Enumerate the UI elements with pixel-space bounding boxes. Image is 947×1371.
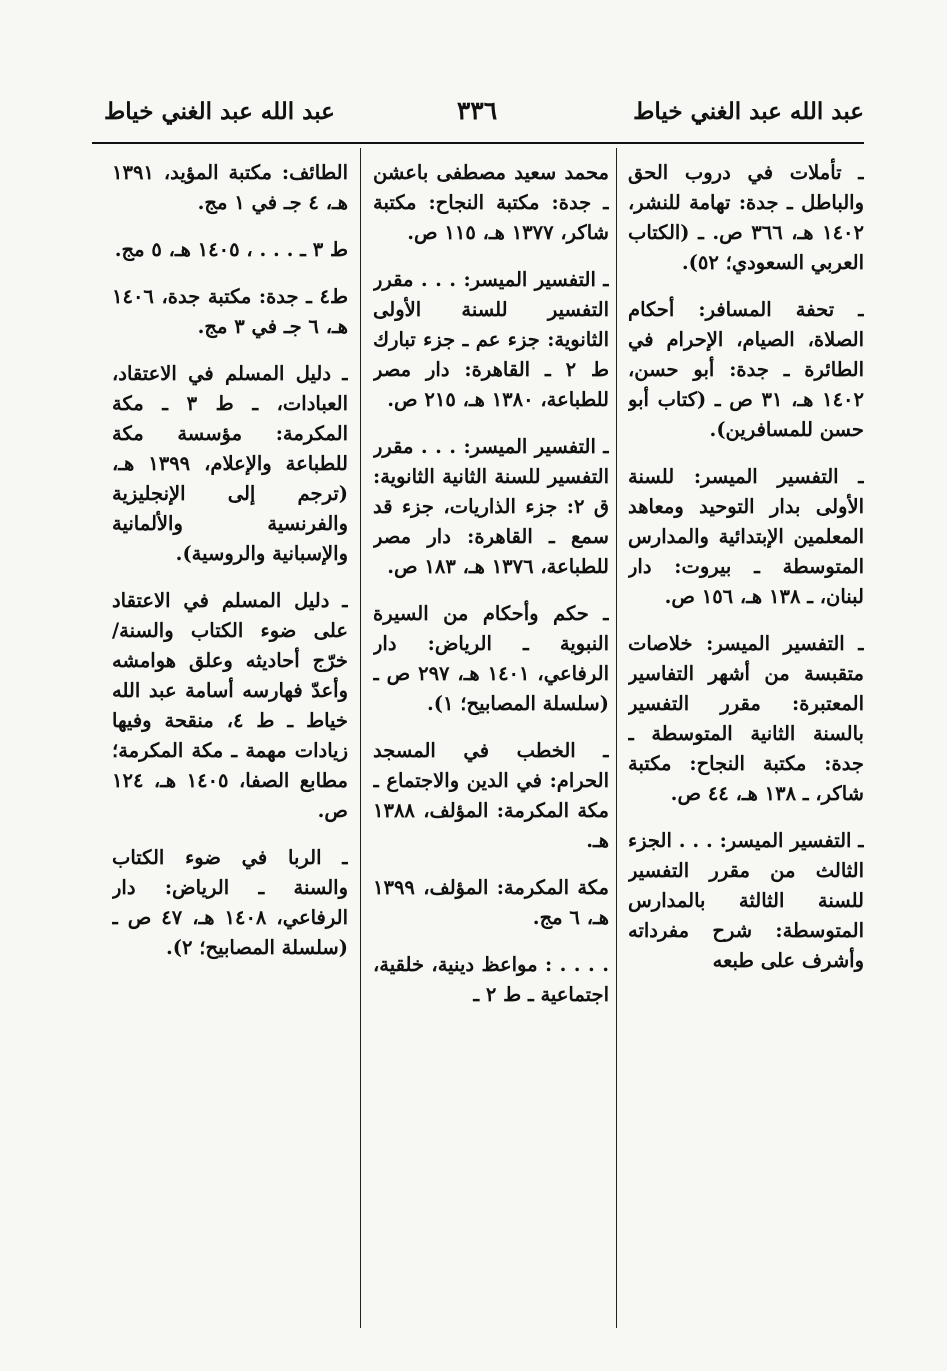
column-divider — [360, 148, 361, 1328]
bibliography-entry: ط ٣ ـ . . . ، ١٤٠٥ هـ، ٥ مج. — [114, 238, 348, 261]
bibliography-entry: ط٤ ـ جدة: مكتبة جدة، ١٤٠٦ هـ، ٦ جـ في ٣ مج. — [112, 285, 348, 338]
bibliography-entry: ـ التفسير الميسر: . . . الجزء الثالث من مقرر التفسير للسنة الثالثة بالمدارس المتوسطة: شرح مفرداته وأشرف على طبعه — [628, 829, 864, 972]
running-head-author-left: عبد الله عبد الغني خياط — [104, 98, 335, 125]
bibliography-entry: ـ دليل المسلم في الاعتقاد على ضوء الكتاب والسنة/ خرّج أحاديثه وعلق هوامشه وأعدّ فهارسه أسامة عبد الله خياط ـ ط ٤، منقحة وفيها زيادات مهمة ـ مكة المكرمة؛ مطابع الصفا، ١٤٠٥ هـ، ١٢٤ ص. — [112, 589, 348, 822]
running-head — [90, 92, 864, 132]
bibliography-entry: ـ الخطب في المسجد الحرام: في الدين والاجتماع ـ مكة المكرمة: المؤلف، ١٣٨٨ هـ. — [373, 739, 609, 852]
column-right — [628, 158, 864, 1326]
running-head-author-right: عبد الله عبد الغني خياط — [633, 98, 864, 125]
page-number: ٣٣٦ — [456, 96, 498, 125]
header-rule — [92, 142, 864, 144]
bibliography-entry: ـ التفسير الميسر: للسنة الأولى بدار التوحيد ومعاهد المعلمين الإبتدائية والمدارس المتوسطة ـ بيروت: دار لبنان، ـ ١٣٨ هـ، ١٥٦ ص. — [628, 465, 864, 608]
bibliography-entry: ـ تأملات في دروب الحق والباطل ـ جدة: تهامة للنشر، ١٤٠٢ هـ، ٣٦٦ ص. ـ (الكتاب العربي السعودي؛ ٥٢). — [628, 161, 864, 274]
column-left — [112, 158, 348, 1326]
bibliography-entry: محمد سعيد مصطفى باعشن ـ جدة: مكتبة النجاح: مكتبة شاكر، ١٣٧٧ هـ، ١١٥ ص. — [373, 161, 609, 244]
bibliography-entry: الطائف: مكتبة المؤيد، ١٣٩١ هـ، ٤ جـ في ١ مج. — [112, 161, 348, 214]
bibliography-entry: . . . . : مواعظ دينية، خلقية، اجتماعية ـ ط ٢ ـ — [373, 953, 609, 1006]
bibliography-entry: ـ التفسير الميسر: . . . مقرر التفسير للسنة الثانية الثانوية: ق ٢: جزء الذاريات، جزء قد سمع ـ القاهرة: دار مصر للطباعة، ١٣٧٦ هـ، ١٨٣ ص. — [373, 435, 609, 578]
bibliography-entry: ـ التفسير الميسر: . . . مقرر التفسير للسنة الأولى الثانوية: جزء عم ـ جزء تبارك ط ٢ ـ القاهرة: دار مصر للطباعة، ١٣٨٠ هـ، ٢١٥ ص. — [373, 268, 609, 411]
bibliography-entry: ـ التفسير الميسر: خلاصات متقبسة من أشهر التفاسير المعتبرة: مقرر التفسير بالسنة الثانية المتوسطة ـ جدة: مكتبة النجاح: مكتبة شاكر، ـ ١٣٨ هـ، ٤٤ ص. — [628, 632, 864, 805]
column-divider — [616, 148, 617, 1328]
bibliography-entry: مكة المكرمة: المؤلف، ١٣٩٩ هـ، ٦ مج. — [373, 876, 609, 929]
bibliography-entry: ـ الربا في ضوء الكتاب والسنة ـ الرياض: دار الرفاعي، ١٤٠٨ هـ، ٤٧ ص ـ (سلسلة المصابيح؛ ٢). — [112, 846, 348, 959]
bibliography-entry: ـ حكم وأحكام من السيرة النبوية ـ الرياض: دار الرفاعي، ١٤٠١ هـ، ٢٩٧ ص ـ (سلسلة المصابيح؛ ١). — [373, 602, 609, 715]
bibliography-entry: ـ دليل المسلم في الاعتقاد، العبادات، ـ ط ٣ ـ مكة المكرمة: مؤسسة مكة للطباعة والإعلام، ١٣٩٩ هـ، (ترجم إلى الإنجليزية والفرنسية والألمانية والإسبانية والروسية). — [112, 362, 348, 565]
column-middle — [373, 158, 609, 1326]
bibliography-entry: ـ تحفة المسافر: أحكام الصلاة، الصيام، الإحرام في الطائرة ـ جدة: أبو حسن، ١٤٠٢ هـ، ٣١ ص ـ (كتاب أبو حسن للمسافرين). — [628, 298, 864, 441]
